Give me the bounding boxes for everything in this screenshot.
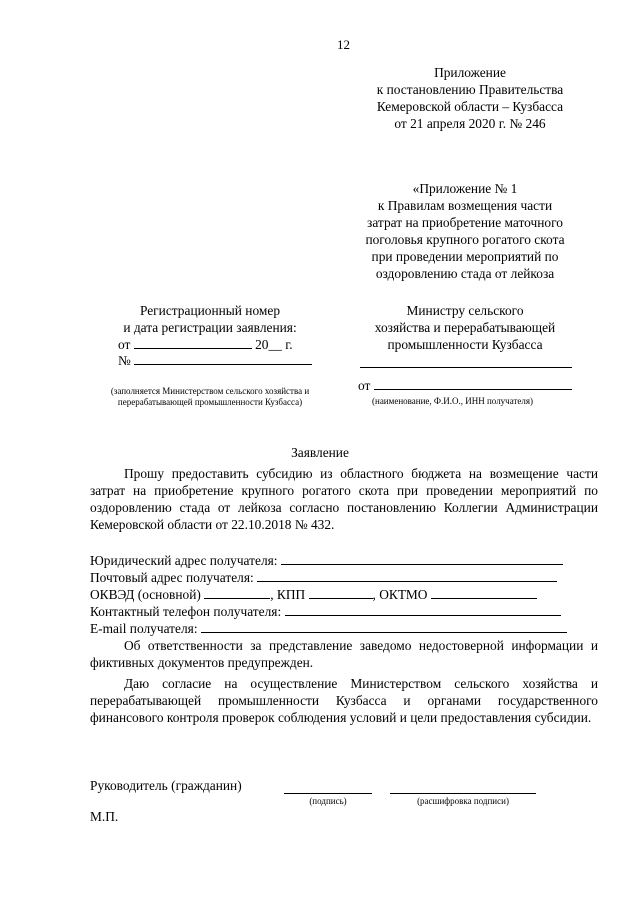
responsibility-paragraph: Об ответственности за представление заведомо недостоверной информации и фиктивных документов предупрежден.	[90, 638, 598, 670]
addressee-block	[345, 302, 585, 353]
signature-line	[284, 793, 372, 794]
registration-date-row	[118, 336, 293, 353]
codes-row	[90, 586, 537, 603]
document-title: Заявление	[291, 445, 349, 460]
oktmo-label: , ОКТМО	[372, 587, 428, 602]
rules-appendix-line2: к Правилам возмещения части	[377, 198, 553, 213]
signature-caption: (подпись)	[309, 796, 347, 806]
kpp-blank	[309, 586, 373, 599]
header-appendix-line3: Кемеровской области – Кузбасса	[376, 99, 564, 114]
header-appendix-line2: к постановлению Правительства	[376, 82, 564, 97]
registration-note-line1: (заполняется Министерством сельского хозяйства и	[110, 386, 310, 396]
page-number: 12	[337, 37, 350, 52]
rules-appendix-line3: затрат на приобретение маточного	[367, 215, 563, 230]
registration-note	[80, 386, 340, 408]
registration-year-label: 20__ г.	[255, 337, 293, 352]
rules-appendix-line4: поголовья крупного рогатого скота	[365, 232, 565, 247]
addressee-name-line	[360, 367, 572, 368]
okved-label: ОКВЭД (основной)	[90, 587, 201, 602]
kpp-label: , КПП	[270, 587, 306, 602]
addressee-line1: Министру сельского	[406, 303, 524, 318]
postal-address-blank	[257, 569, 557, 582]
header-appendix	[340, 64, 600, 132]
oktmo-blank	[431, 586, 537, 599]
registration-line1: Регистрационный номер	[139, 303, 281, 318]
registration-number-row	[118, 352, 312, 369]
postal-address-label: Почтовый адрес получателя:	[90, 570, 254, 585]
okved-blank	[204, 586, 270, 599]
consent-paragraph: Даю согласие на осуществление Министерством сельского хозяйства и перерабатывающей промышленности Кузбасса и органами государственного финансового контроля проверок соблюдения условий и цели предоставления субсидии.	[90, 676, 598, 725]
signature-decode-caption: (расшифровка подписи)	[417, 796, 509, 806]
addressee-from-blank	[374, 377, 572, 390]
addressee-note: (наименование, Ф.И.О., ИНН получателя)	[372, 396, 534, 406]
phone-row	[90, 603, 561, 620]
addressee-from-row	[358, 377, 572, 394]
addressee-line2: хозяйства и перерабатывающей	[374, 320, 556, 335]
registration-block	[95, 302, 325, 336]
phone-blank	[285, 603, 561, 616]
rules-appendix-line5: при проведении мероприятий по	[371, 249, 559, 264]
rules-appendix-line6: оздоровлению стада от лейкоза	[375, 266, 555, 281]
legal-address-blank	[281, 552, 563, 565]
registration-number-label: №	[118, 353, 131, 368]
phone-label: Контактный телефон получателя:	[90, 604, 282, 619]
signature-label: Руководитель (гражданин)	[90, 778, 242, 793]
addressee-from-label: от	[358, 378, 371, 393]
stamp-label: М.П.	[90, 809, 119, 824]
signature-decode-line	[390, 793, 536, 794]
postal-address-row	[90, 569, 557, 586]
header-appendix-line4: от 21 апреля 2020 г. № 246	[394, 116, 546, 131]
registration-line2: и дата регистрации заявления:	[123, 320, 297, 335]
registration-note-line2: перерабатывающей промышленности Кузбасса)	[117, 397, 303, 407]
email-blank	[201, 620, 567, 633]
email-label: E-mail получателя:	[90, 621, 198, 636]
registration-number-blank	[134, 352, 312, 365]
addressee-line3: промышленности Кузбасса	[387, 337, 543, 352]
registration-date-blank	[134, 336, 252, 349]
email-row	[90, 620, 567, 637]
request-paragraph: Прошу предоставить субсидию из областного бюджета на возмещение части затрат на приобретение крупного рогатого скота при проведении мероприятий по оздоровлению стада от лейкоза согласно постановлению Коллегии Администрации Кемеровской области от 22.10.2018 № 432.	[90, 466, 598, 532]
legal-address-row	[90, 552, 563, 569]
rules-appendix-line1: «Приложение № 1	[412, 181, 518, 196]
header-appendix-line1: Приложение	[434, 65, 506, 80]
legal-address-label: Юридический адрес получателя:	[90, 553, 278, 568]
registration-from-label: от	[118, 337, 131, 352]
rules-appendix	[335, 180, 595, 282]
